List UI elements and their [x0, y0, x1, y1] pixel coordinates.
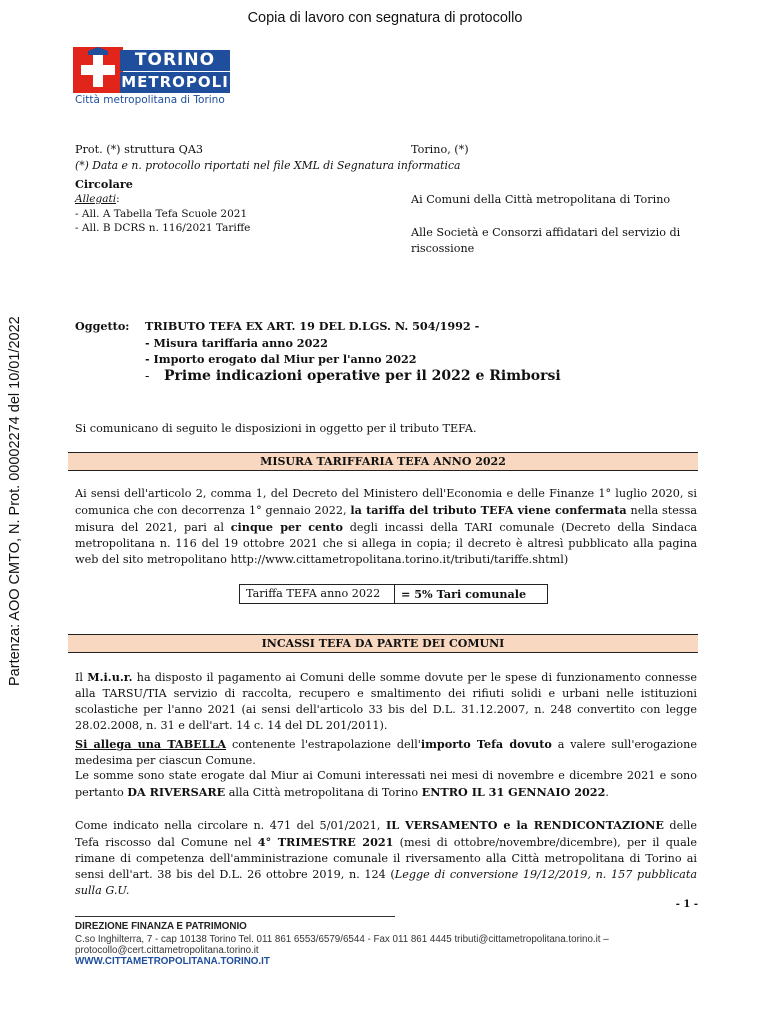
footer-pec[interactable]: protocollo@cert.cittametropolitana.torino.it [75, 945, 259, 956]
text-run-bold: la tariffa del tributo TEFA viene confermata [350, 503, 627, 517]
logo-text-torino: TORINO [120, 50, 230, 71]
footer-department: DIREZIONE FINANZA E PATRIMONIO [75, 921, 247, 932]
text-run-bold: 4° TRIMESTRE 2021 [257, 835, 394, 849]
text-run: a valere sull'erogazione medesima per ciascun Comune. [75, 738, 697, 767]
text-run: alla Città metropolitana di Torino [225, 786, 422, 799]
allegato-item: - All. B DCRS n. 116/2021 Tariffe [75, 222, 251, 234]
text-run: Ai sensi dell'articolo 2, comma 1, del Decreto del Ministero dell'Economia e delle Finanze 1° luglio 2020, si comunica che con decorrenza 1° gennaio 2022, [75, 487, 697, 517]
footer-divider [75, 916, 395, 917]
recipient-societa-cont: riscossione [411, 242, 475, 255]
protocol-ref: Prot. (*) struttura QA3 [75, 143, 204, 156]
footer-address: C.so Inghilterra, 7 - cap 10138 Torino Tel. 011 861 6553/6579/6544 - Fax 011 861 4445 tributi@cittametropolitana.torino.it – [75, 934, 609, 945]
protocol-place: Torino, (*) [411, 143, 469, 156]
recipient-comuni: Ai Comuni della Città metropolitana di Torino [411, 193, 671, 206]
section-heading-incassi: INCASSI TEFA DA PARTE DEI COMUNI [68, 634, 698, 653]
document-type: Circolare [75, 177, 133, 191]
protocol-note: (*) Data e n. protocollo riportati nel file XML di Segnatura informatica [75, 159, 461, 172]
text-run-bold: cinque per cento [230, 520, 343, 534]
allegato-item: - All. A Tabella Tefa Scuole 2021 [75, 208, 248, 220]
text-run: . [605, 786, 609, 799]
recipient-societa: Alle Società e Consorzi affidatari del servizio di [411, 226, 681, 239]
logo-text-metropoli: METROPOLI [121, 73, 229, 91]
text-run: Le somme sono state erogate dal Miur ai Comuni interessati nei mesi di novembre e dicembre 2021 e sono pertanto [75, 769, 697, 799]
text-run: contenente l'estrapolazione dell' [226, 738, 421, 751]
tariff-label: Tariffa TEFA anno 2022 [240, 585, 395, 603]
intro-text: Si comunicano di seguito le disposizioni in oggetto per il tributo TEFA. [75, 422, 477, 435]
allegati-colon: : [116, 193, 120, 205]
paragraph-riversare [75, 768, 697, 801]
footer-website-link[interactable]: WWW.CITTAMETROPOLITANA.TORINO.IT [75, 956, 270, 967]
page-header-title: Copia di lavoro con segnatura di protocollo [247, 10, 523, 26]
paragraph-tabella [75, 736, 697, 769]
tariff-value: = 5% Tari comunale [401, 587, 527, 601]
logo-flag-icon [73, 47, 123, 93]
section-heading-misura: MISURA TARIFFARIA TEFA ANNO 2022 [68, 452, 698, 471]
oggetto-item: - Misura tariffaria anno 2022 [145, 336, 328, 350]
text-run-bold: M.i.u.r. [87, 670, 133, 684]
text-run: Il [75, 671, 88, 684]
allegati-label: Allegati [75, 193, 117, 205]
protocol-side-stamp: Partenza: AOO CMTO, N. Prot. 00002274 del 10/01/2022 [7, 316, 23, 686]
text-run-italic: Legge di conversione 19/12/2019, n. 157 pubblicata sulla G.U. [75, 868, 697, 897]
text-run: (mesi di ottobre/novembre/dicembre), per il quale rimane di competenza dell'amministrazione comunale il riversamento alla Città metropolitana di Torino ai sensi dell'art. 38 bis del D.L. 26 ottobre 2019, n. 124 ( [75, 836, 697, 881]
text-run: delle Tefa riscosso dal Comune nel [75, 819, 697, 849]
oggetto-title: TRIBUTO TEFA EX ART. 19 DEL D.LGS. N. 504/1992 - [145, 319, 480, 333]
text-run-bold: ENTRO IL 31 GENNAIO 2022 [421, 785, 606, 799]
paragraph-miur [75, 669, 697, 734]
text-run-bold-underline: Si allega una TABELLA [75, 737, 227, 751]
paragraph-misura [75, 486, 697, 568]
tariff-table [239, 584, 548, 604]
oggetto-item-main: Prime indicazioni operative per il 2022 e Rimborsi [164, 368, 561, 384]
logo-subtitle: Città metropolitana di Torino [75, 94, 225, 106]
oggetto-item-dash: - [145, 369, 150, 384]
text-run: Come indicato nella circolare n. 471 del 5/01/2021, [75, 819, 387, 832]
text-run-bold: IL VERSAMENTO e la RENDICONTAZIONE [386, 818, 664, 832]
oggetto-item: - Importo erogato dal Miur per l'anno 2022 [145, 352, 417, 366]
text-run: ha disposto il pagamento ai Comuni delle somme dovute per le spese di funzionamento connesse alla TARSU/TIA servizio di raccolta, recupero e smaltimento dei rifiuti solidi e urbani nelle istituzioni scolastiche per l'anno 2021 (ai sensi dell'articolo 33 bis del D.L. 31.12.2007, n. 248 convertito con legge 28.02.2008, n. 31 e dell'art. 14 c. 14 del DL 201/2011). [75, 671, 697, 732]
text-run-bold: DA RIVERSARE [127, 785, 226, 799]
paragraph-versamento [75, 817, 697, 899]
page-number: - 1 - [675, 899, 698, 910]
oggetto-label: Oggetto: [75, 319, 130, 333]
text-run: nella stessa misura del 2021, pari al [75, 504, 698, 534]
text-run: degli incassi della TARI comunale (Decreto della Sindaca metropolitana n. 116 del 19 ottobre 2021 che si allega in copia; il decreto è altresì pubblicato alla pagina web del sito metropolitano http://www.cittametropolitana.torino.it/tributi/tariffe.shtml) [75, 521, 698, 566]
allegati-heading [75, 191, 120, 207]
text-run-bold: importo Tefa dovuto [420, 737, 552, 751]
